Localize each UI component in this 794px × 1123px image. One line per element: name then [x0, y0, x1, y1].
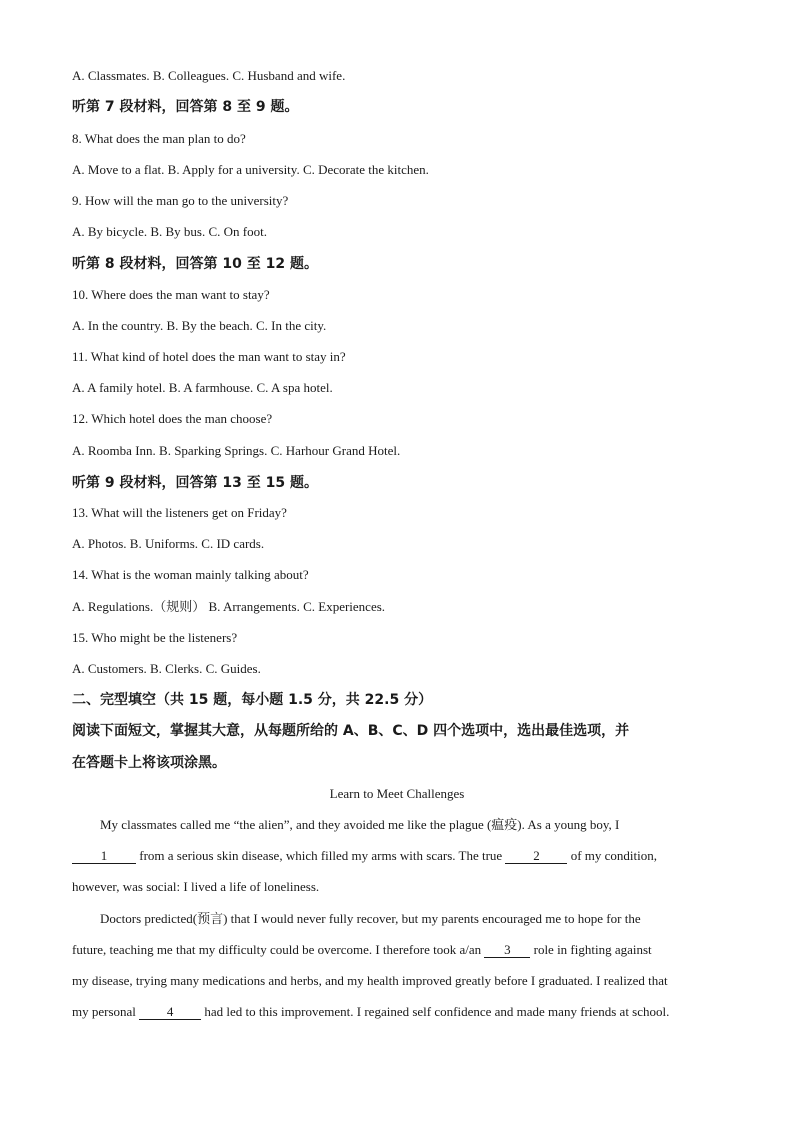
section-heading-7: 听第 7 段材料，回答第 8 至 9 题。 — [72, 99, 299, 115]
blank-1: 1 — [72, 849, 136, 864]
passage-text: had led to this improvement. I regained self confidence and made many friends at school. — [204, 1004, 670, 1019]
passage-line-7 — [72, 1004, 669, 1020]
question-12: 12. Which hotel does the man choose? — [72, 411, 273, 426]
question-15: 15. Who might be the listeners? — [72, 630, 238, 645]
q15-options: A. Customers. B. Clerks. C. Guides. — [72, 661, 261, 676]
passage-text: future, teaching me that my difficulty could be overcome. I therefore took a/an — [72, 942, 482, 957]
passage-line-1: My classmates called me “the alien”, and they avoided me like the plague (瘟疫). As a young boy, I — [100, 817, 620, 832]
passage-text: from a serious skin disease, which filled my arms with scars. The true — [139, 848, 503, 863]
blank-3: 3 — [484, 943, 530, 958]
q7-options: A. Classmates. B. Colleagues. C. Husband and wife. — [72, 68, 346, 83]
question-13: 13. What will the listeners get on Friday? — [72, 505, 287, 520]
passage-line-2 — [72, 848, 657, 864]
question-14: 14. What is the woman mainly talking about? — [72, 567, 309, 582]
passage-title: Learn to Meet Challenges — [329, 786, 465, 801]
q10-options: A. In the country. B. By the beach. C. In the city. — [72, 318, 327, 333]
instructions-line-2: 在答题卡上将该项涂黑。 — [72, 755, 226, 771]
passage-line-3: however, was social: I lived a life of loneliness. — [72, 879, 320, 894]
q9-options: A. By bicycle. B. By bus. C. On foot. — [72, 224, 267, 239]
section-heading-8: 听第 8 段材料，回答第 10 至 12 题。 — [72, 256, 318, 272]
passage-line-4: Doctors predicted(预言) that I would never fully recover, but my parents encouraged me to hope for the — [100, 911, 641, 926]
question-10: 10. Where does the man want to stay? — [72, 287, 270, 302]
q14-options: A. Regulations.（规则） B. Arrangements. C. Experiences. — [72, 599, 386, 614]
q8-options: A. Move to a flat. B. Apply for a university. C. Decorate the kitchen. — [72, 162, 429, 177]
passage-line-6: my disease, trying many medications and herbs, and my health improved greatly before I graduated. I realized that — [72, 973, 668, 988]
blank-2: 2 — [505, 849, 567, 864]
instructions-line-1: 阅读下面短文，掌握其大意，从每题所给的 A、B、C、D 四个选项中，选出最佳选项，并 — [72, 723, 630, 739]
q11-options: A. A family hotel. B. A farmhouse. C. A spa hotel. — [72, 380, 333, 395]
part-two-heading: 二、完型填空（共 15 题，每小题 1.5 分，共 22.5 分） — [72, 692, 433, 708]
section-heading-9: 听第 9 段材料，回答第 13 至 15 题。 — [72, 475, 318, 491]
q12-options: A. Roomba Inn. B. Sparking Springs. C. Harhour Grand Hotel. — [72, 443, 401, 458]
question-8: 8. What does the man plan to do? — [72, 131, 246, 146]
question-9: 9. How will the man go to the university? — [72, 193, 289, 208]
question-11: 11. What kind of hotel does the man want to stay in? — [72, 349, 346, 364]
passage-line-5 — [72, 942, 652, 958]
passage-text: my personal — [72, 1004, 136, 1019]
q13-options: A. Photos. B. Uniforms. C. ID cards. — [72, 536, 265, 551]
passage-text: role in fighting against — [533, 942, 652, 957]
blank-4: 4 — [139, 1005, 201, 1020]
passage-text: of my condition, — [570, 848, 657, 863]
